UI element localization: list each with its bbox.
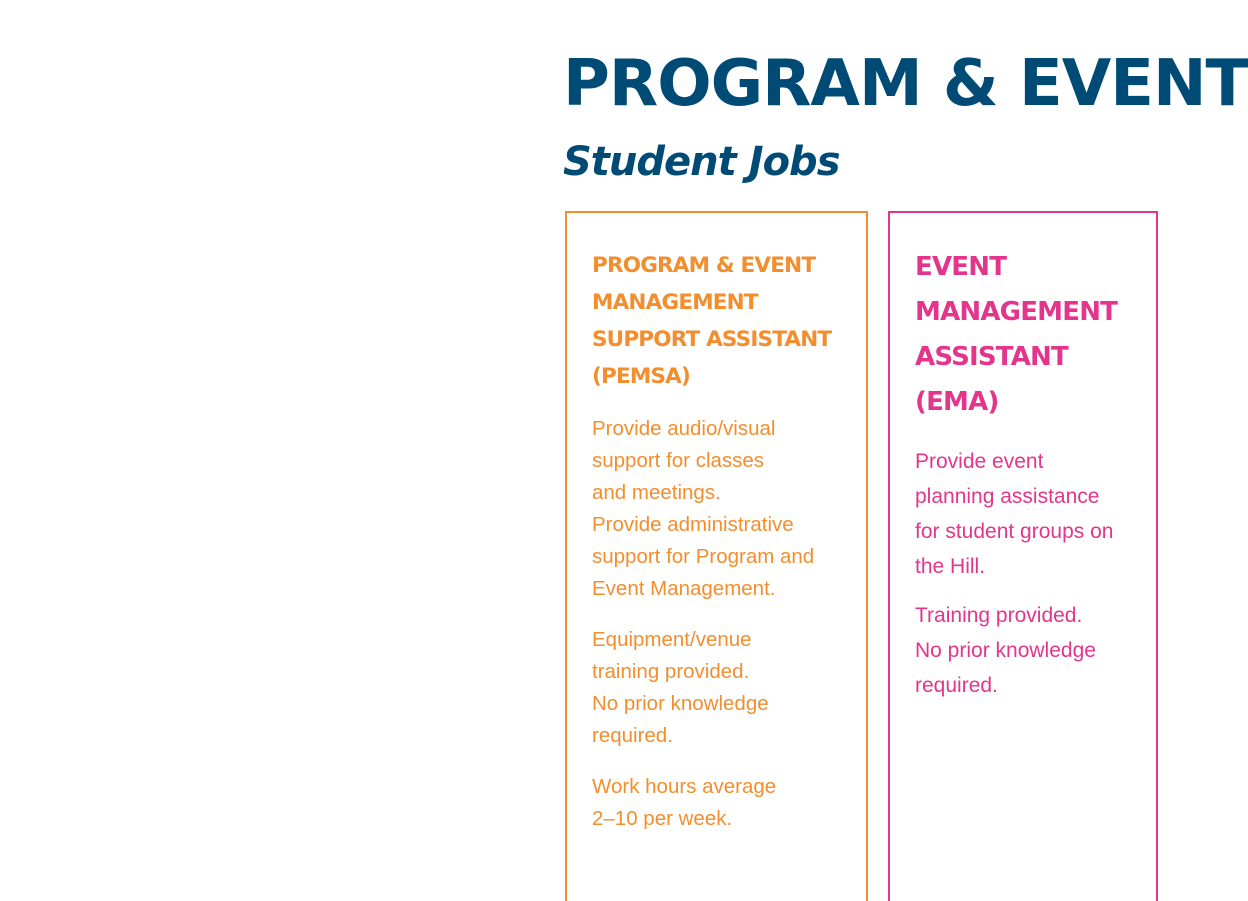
job-description	[592, 413, 846, 605]
job-title-line: ASSISTANT	[915, 342, 1068, 372]
text-line: 2–10 per week.	[592, 807, 733, 830]
text-line: planning assistance	[915, 485, 1100, 508]
job-title-line: MANAGEMENT	[592, 290, 758, 315]
text-line: support for classes	[592, 449, 765, 472]
text-line: Provide event	[915, 450, 1044, 473]
text-line: Training provided.	[915, 604, 1083, 627]
text-line: required.	[592, 724, 673, 747]
text-line: required.	[915, 674, 998, 697]
job-title-ema	[915, 245, 1156, 425]
text-line: Equipment/venue	[592, 628, 752, 651]
job-card-ema	[888, 211, 1158, 901]
job-title-pemsa	[592, 247, 846, 395]
text-line: No prior knowledge	[915, 639, 1096, 662]
page-title: PROGRAM & EVENT	[563, 47, 1248, 121]
job-title-line: SUPPORT ASSISTANT	[592, 327, 832, 352]
text-line: the Hill.	[915, 555, 986, 578]
text-line: No prior knowledge	[592, 692, 769, 715]
job-description	[915, 444, 1156, 584]
text-line: Provide administrative	[592, 513, 794, 536]
job-title-line: PROGRAM & EVENT	[592, 253, 816, 278]
text-line: training provided.	[592, 660, 750, 683]
job-title-line: (EMA)	[915, 387, 999, 417]
text-line: for student groups on	[915, 520, 1114, 543]
job-title-line: EVENT	[915, 252, 1007, 282]
text-line: Event Management.	[592, 577, 776, 600]
job-title-line: MANAGEMENT	[915, 297, 1118, 327]
text-line: support for Program and	[592, 545, 815, 568]
job-training-note	[915, 598, 1156, 703]
job-title-line: (PEMSA)	[592, 364, 691, 389]
job-card-pemsa	[565, 211, 868, 901]
text-line: Work hours average	[592, 775, 777, 798]
job-hours-note	[592, 771, 846, 835]
page-subtitle: Student Jobs	[563, 139, 840, 185]
job-training-note	[592, 624, 846, 752]
text-line: and meetings.	[592, 481, 721, 504]
text-line: Provide audio/visual	[592, 417, 776, 440]
